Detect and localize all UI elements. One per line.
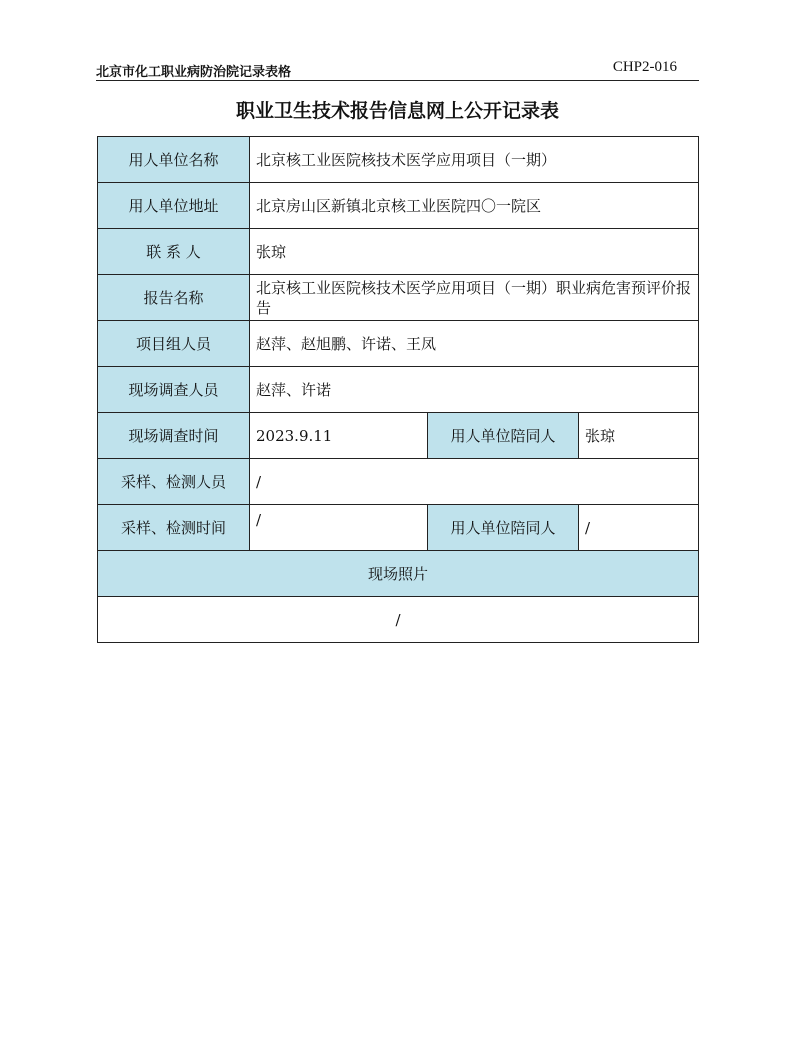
survey-companion-label: 用人单位陪同人 — [428, 413, 579, 459]
table-row — [98, 183, 699, 229]
sampling-staff-value: / — [250, 459, 699, 505]
survey-time-label: 现场调查时间 — [98, 413, 250, 459]
contact-label: 联 系 人 — [98, 229, 250, 275]
photos-area: / — [98, 597, 699, 643]
table-row — [98, 367, 699, 413]
table-row — [98, 551, 699, 597]
table-row — [98, 137, 699, 183]
organization-name: 北京市化工职业病防治院记录表格 — [96, 65, 292, 80]
document-header — [96, 58, 699, 81]
table-row — [98, 321, 699, 367]
table-row — [98, 597, 699, 643]
unit-name-label: 用人单位名称 — [98, 137, 250, 183]
page-title: 职业卫生技术报告信息网上公开记录表 — [235, 100, 559, 122]
report-name-label: 报告名称 — [98, 275, 250, 321]
survey-staff-label: 现场调查人员 — [98, 367, 250, 413]
sampling-time-label: 采样、检测时间 — [98, 505, 250, 551]
unit-address-label: 用人单位地址 — [98, 183, 250, 229]
unit-name-value: 北京核工业医院核技术医学应用项目（一期） — [250, 137, 699, 183]
form-code: CHP2-016 — [612, 59, 677, 75]
sampling-companion-value: / — [579, 505, 699, 551]
sampling-time-value: / — [250, 505, 428, 551]
survey-staff-value: 赵萍、许诺 — [250, 367, 699, 413]
table-row — [98, 229, 699, 275]
report-name-value: 北京核工业医院核技术医学应用项目（一期）职业病危害预评价报告 — [250, 275, 699, 321]
sampling-staff-label: 采样、检测人员 — [98, 459, 250, 505]
team-value: 赵萍、赵旭鹏、许诺、王凤 — [250, 321, 699, 367]
table-row — [98, 459, 699, 505]
photos-label: 现场照片 — [98, 551, 699, 597]
contact-value: 张琼 — [250, 229, 699, 275]
table-row — [98, 505, 699, 551]
unit-address-value: 北京房山区新镇北京核工业医院四〇一院区 — [250, 183, 699, 229]
survey-time-value: 2023.9.11 — [250, 413, 428, 459]
table-row — [98, 413, 699, 459]
survey-companion-value: 张琼 — [579, 413, 699, 459]
record-form-table — [97, 136, 699, 643]
table-row — [98, 275, 699, 321]
sampling-companion-label: 用人单位陪同人 — [428, 505, 579, 551]
team-label: 项目组人员 — [98, 321, 250, 367]
